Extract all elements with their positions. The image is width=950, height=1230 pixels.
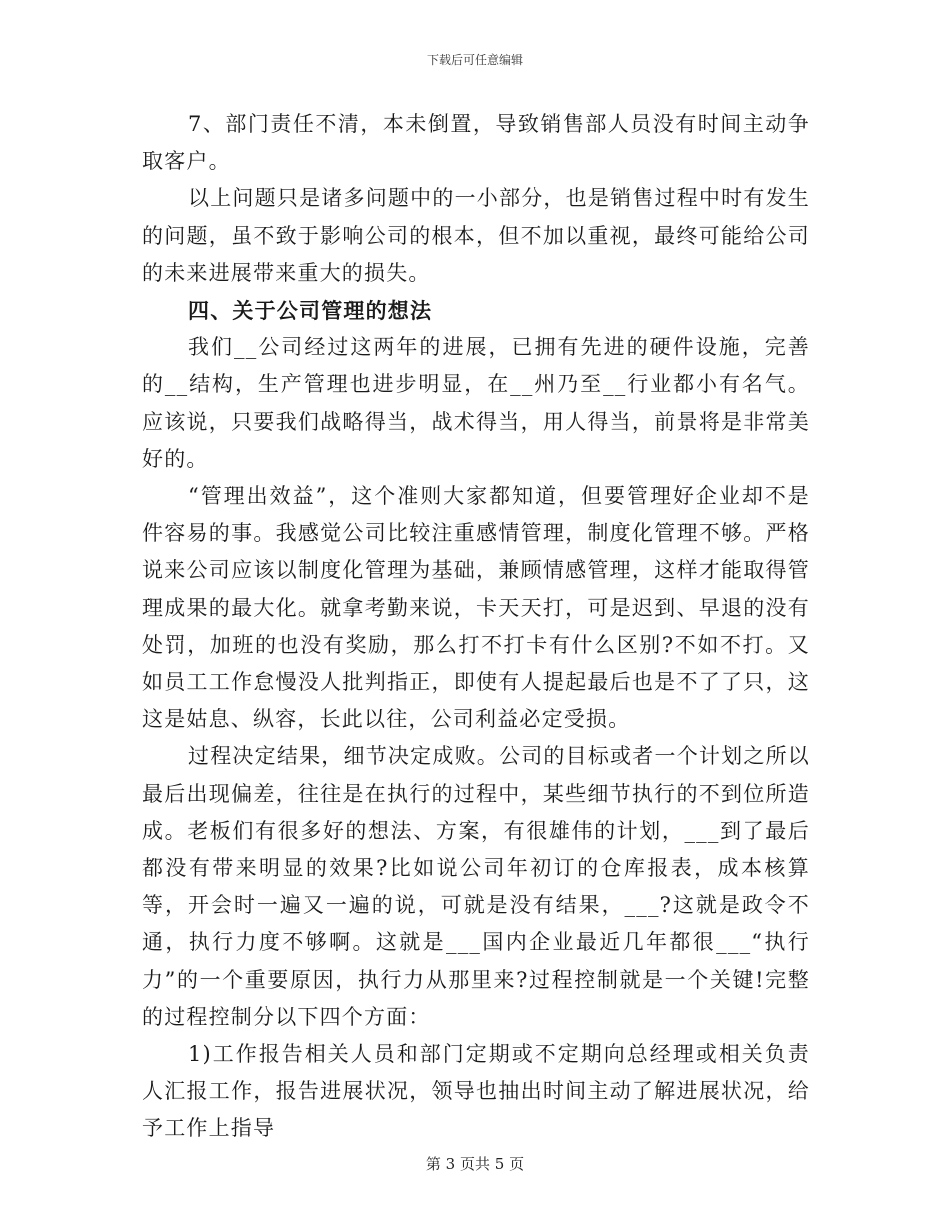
page-footer: 第 3 页共 5 页 xyxy=(425,1155,525,1173)
document-body xyxy=(142,106,810,1148)
page-header: 下载后可任意编辑 xyxy=(426,53,523,67)
paragraph-company-progress: 我们__公司经过这两年的进展，已拥有先进的硬件设施，完善的__结构，生产管理也进步明显，在__州乃至__行业都小有名气。应该说，只要我们战略得当，战术得当，用人得当，前景将是非常美好的。 xyxy=(142,335,810,471)
paragraph-work-report: 1)工作报告相关人员和部门定期或不定期向总经理或相关负责人汇报工作，报告进展状况，领导也抽出时间主动了解进展状况，给予工作上指导 xyxy=(142,1042,810,1141)
paragraph-summary: 以上问题只是诸多问题中的一小部分，也是销售过程中时有发生的问题，虽不致于影响公司的根本，但不加以重视，最终可能给公司的未来进展带来重大的损失。 xyxy=(142,186,810,285)
paragraph-management-efficiency: “管理出效益”，这个准则大家都知道，但要管理好企业却不是件容易的事。我感觉公司比较注重感情管理，制度化管理不够。严格说来公司应该以制度化管理为基础，兼顾情感管理，这样才能取得管理成果的最大化。就拿考勤来说，卡天天打，可是迟到、早退的没有处罚，加班的也没有奖励，那么打不打卡有什么区别?不如不打。又如员工工作怠慢没人批判指正，即使有人提起最后也是不了了只，这这是姑息、纵容，长此以往，公司利益必定受损。 xyxy=(142,484,810,732)
paragraph-process-control: 过程决定结果，细节决定成败。公司的目标或者一个计划之所以最后出现偏差，往往是在执行的过程中，某些细节执行的不到位所造成。老板们有很多好的想法、方案，有很雄伟的计划，___到了最后都没有带来明显的效果?比如说公司年初订的仓库报表，成本核算等，开会时一遍又一遍的说，可就是没有结果，___?这就是政令不通，执行力度不够啊。这就是___国内企业最近几年都很___“执行力”的一个重要原因，执行力从那里来?过程控制就是一个关键!完整的过程控制分以下四个方面： xyxy=(142,744,810,1029)
section-heading: 四、关于公司管理的想法 xyxy=(188,298,433,324)
paragraph-item-7: 7、部门责任不清，本未倒置，导致销售部人员没有时间主动争取客户。 xyxy=(142,112,810,174)
